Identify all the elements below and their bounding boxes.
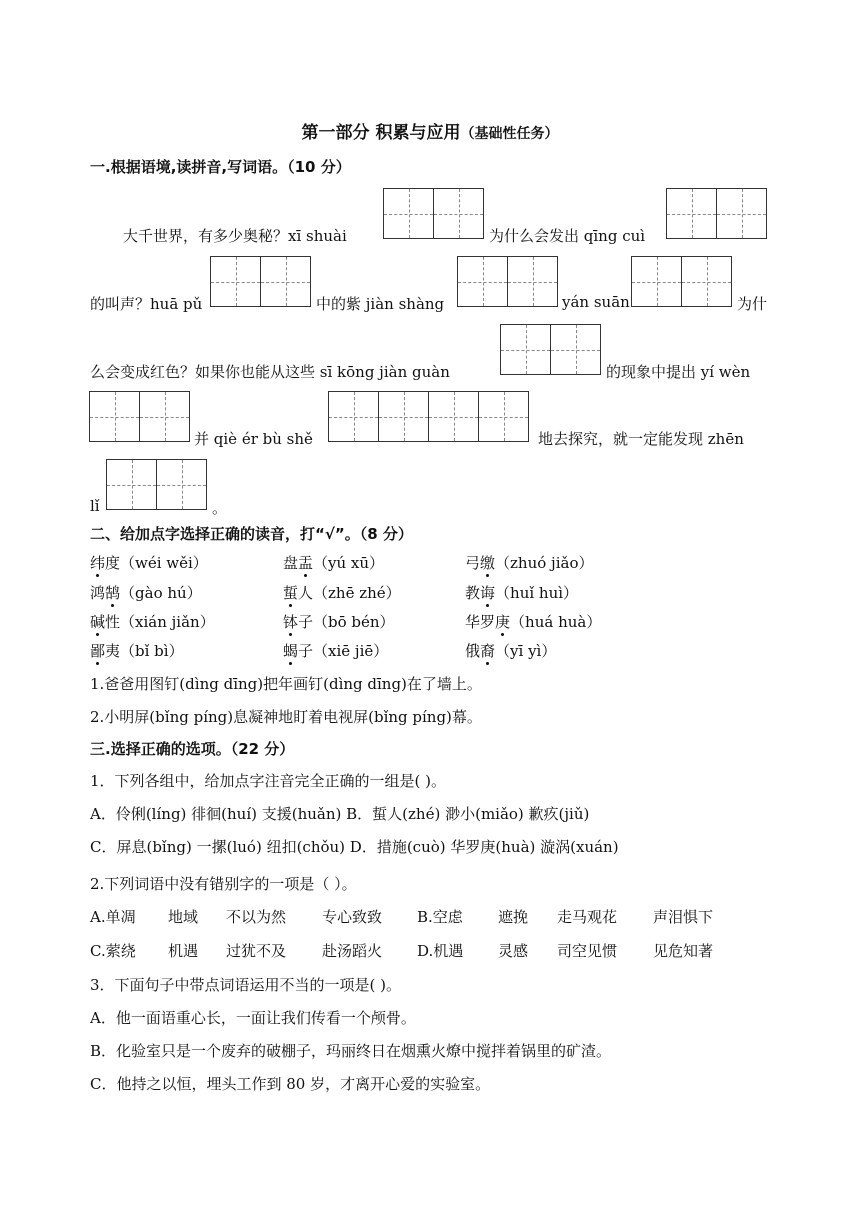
s3-q1-options-ab: A．伶俐(líng) 徘徊(huí) 支援(huǎn) B．蜇人(zhé) 渺小(miǎo) 歉疚(jiǔ) xyxy=(90,805,590,823)
dotted-char: 庚 xyxy=(495,613,511,631)
s3-q1-options-cd: C．屏息(bǐng) 一摞(luó) 纽扣(chǒu) D．措施(cuò) 华罗庚(huà) 漩涡(xuán) xyxy=(90,838,619,856)
section3-heading: 三.选择正确的选项。（22 分） xyxy=(90,740,295,758)
section2-heading: 二、给加点字选择正确的读音，打“√”。（8 分） xyxy=(90,525,413,543)
s3-q3-option-a: A．他一面语重心长，一面让我们传看一个颅骨。 xyxy=(90,1009,416,1027)
s1-text-6: 为什 xyxy=(737,295,768,313)
answer-grid-5[interactable] xyxy=(631,256,731,307)
s1-text-8: 的现象中提出 yí wèn xyxy=(606,363,751,381)
dotted-char: 蜇 xyxy=(283,584,299,602)
s3-q2-options-cd: C.萦绕 机遇 过犹不及 赴汤蹈火 D.机遇 灵感 司空见惯 见危知著 xyxy=(90,942,714,960)
answer-grid-6[interactable] xyxy=(500,324,600,375)
dotted-char: 纬 xyxy=(90,554,106,572)
dotted-char: 钵 xyxy=(283,613,299,631)
s1-text-1: 大千世界，有多少奥秘？xī shuài xyxy=(123,227,347,245)
s1-text-7: 么会变成红色？如果你也能从这些 sī kōng jiàn guàn xyxy=(90,363,450,381)
s2-question-1: 1.爸爸用图钉(dìng dīng)把年画钉(dìng dīng)在了墙上。 xyxy=(90,675,482,693)
answer-grid-3[interactable] xyxy=(210,256,310,307)
s1-text-2: 为什么会发出 qīng cuì xyxy=(489,227,646,245)
s1-text-11: lǐ xyxy=(90,497,100,515)
answer-grid-7[interactable] xyxy=(89,391,189,442)
answer-grid-4[interactable] xyxy=(457,256,557,307)
s1-text-9: 并 qiè ér bù shě xyxy=(194,430,313,448)
s2-row-3: 碱性（xián jiǎn） 钵子（bō bén） 华罗庚（huá huà） xyxy=(90,613,602,631)
s1-text-12: 。 xyxy=(212,499,228,517)
section1-heading: 一.根据语境,读拼音,写词语。（10 分） xyxy=(90,158,351,176)
s3-q2-options-ab: A.单凋 地域 不以为然 专心致致 B.空虑 遮挽 走马观花 声泪惧下 xyxy=(90,908,714,926)
s1-text-3: 的叫声？huā pǔ xyxy=(90,295,203,313)
answer-grid-9[interactable] xyxy=(106,459,206,510)
s3-question-3: 3．下面句子中带点词语运用不当的一项是( )。 xyxy=(90,976,402,994)
dotted-char: 蝎 xyxy=(283,642,299,660)
answer-grid-2[interactable] xyxy=(666,188,766,239)
dotted-char: 裔 xyxy=(480,642,496,660)
s2-row-2: 鸿鹄（gào hú） 蜇人（zhē zhé） 教诲（huǐ huì） xyxy=(90,584,579,602)
dotted-char: 缴 xyxy=(480,554,496,572)
s1-text-4: 中的紫 jiàn shàng xyxy=(316,295,445,313)
answer-grid-1[interactable] xyxy=(383,188,483,239)
s2-question-2: 2.小明屏(bǐng píng)息凝神地盯着电视屏(bǐng píng)幕。 xyxy=(90,708,482,726)
s2-row-4: 鄙夷（bǐ bì） 蝎子（xiē jiē） 俄裔（yī yì） xyxy=(90,642,557,660)
answer-grid-8[interactable] xyxy=(328,391,528,442)
page-title: 第一部分 积累与应用（基础性任务） xyxy=(301,123,559,143)
s3-question-1: 1．下列各组中，给加点字注音完全正确的一组是( )。 xyxy=(90,772,447,790)
s1-text-10: 地去探究，就一定能发现 zhēn xyxy=(538,430,744,448)
dotted-char: 鹄 xyxy=(105,584,121,602)
s3-q3-option-b: B．化验室只是一个废弃的破棚子，玛丽终日在烟熏火燎中搅拌着锅里的矿渣。 xyxy=(90,1042,612,1060)
s3-question-2: 2.下列词语中没有错别字的一项是（ ）。 xyxy=(90,875,357,893)
s1-text-5: yán suān xyxy=(562,293,630,311)
dotted-char: 碱 xyxy=(90,613,106,631)
s3-q3-option-c: C．他持之以恒，埋头工作到 80 岁，才离开心爱的实验室。 xyxy=(90,1075,491,1093)
dotted-char: 盂 xyxy=(298,554,314,572)
dotted-char: 鄙 xyxy=(90,642,106,660)
dotted-char: 诲 xyxy=(480,584,496,602)
s2-row-1: 纬度（wéi wěi） 盘盂（yú xū） 弓缴（zhuó jiǎo） xyxy=(90,554,594,572)
